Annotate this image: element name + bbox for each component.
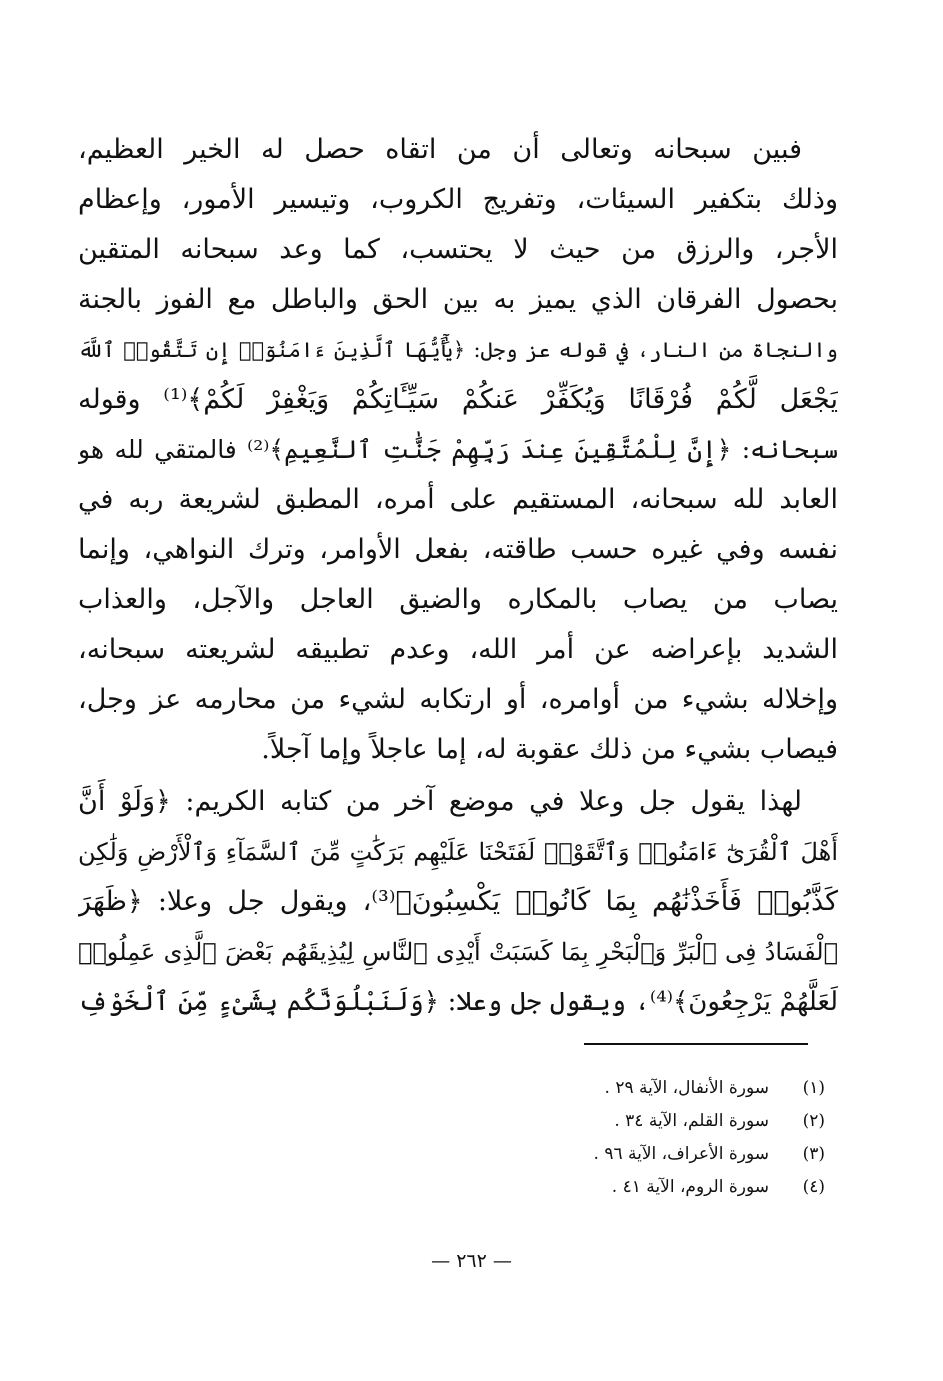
text-line: وذلك بتكفير السيئات، وتفريج الكروب، وتيسير الأمور، وإعظام [78,184,838,215]
text-line: الأجر، والرزق من حيث لا يحتسب، كما وعد سبحانه المتقين [78,234,838,265]
text-line: العابد لله سبحانه، المستقيم على أمره، المطبق لشريعة ربه في [78,484,838,515]
footnote [425,1105,825,1138]
footnote [425,1072,825,1105]
text-line: وإخلاله بشيء من أوامره، أو ارتكابه لشيء من محارمه عز وجل، [78,684,838,715]
paragraph-1 [78,125,838,775]
text-line: والنجاة من النار، في قوله عز وجل: ﴿يَٰٓأَيُّهَا ٱلَّذِينَ ءَامَنُوٓا۟ إِن تَتَّقُوا۟ ٱللَّهَ [78,338,838,362]
footnote-number: (٤) [802,1177,825,1197]
footnote-text: سورة الروم، الآية ٤١ . [611,1177,769,1197]
text-line: يصاب من يصاب بالمكاره والضيق العاجل والآجل، والعذاب [78,584,838,615]
footnote-text: سورة الأنفال، الآية ٢٩ . [604,1078,769,1098]
text-line: فبين سبحانه وتعالى أن من اتقاه حصل له الخير العظيم، [78,134,802,165]
text-line: نفسه وفي غيره حسب طاقته، بفعل الأوامر، وترك النواهي، وإنما [78,534,838,565]
footnote-text: سورة القلم، الآية ٣٤ . [614,1111,769,1131]
footnote-number: (٢) [802,1111,825,1131]
paragraph-2 [78,777,838,1027]
text-line: بحصول الفرقان الذي يميز به بين الحق والباطل مع الفوز بالجنة [78,284,838,315]
footnote [425,1138,825,1171]
footnotes [425,1072,825,1204]
text-line: لَعَلَّهُمْ يَرْجِعُونَ﴾⁽⁴⁾، ويقول جل وعلا: ﴿وَلَنَبْلُوَنَّكُم بِشَىْءٍ مِّنَ ٱلْخَوْفِ [78,987,838,1017]
text-line: كَذَّبُوا۟ فَأَخَذْنَٰهُم بِمَا كَانُوا۟ يَكْسِبُونَ﴾⁽³⁾، ويقول جل وعلا: ﴿ظَهَرَ [78,886,838,917]
page-number: — ٢٦٢ — [431,1250,512,1272]
text-line: فيصاب بشيء من ذلك عقوبة له، إما عاجلاً وإما آجلاً. [261,734,838,765]
text-line: ٱلْفَسَادُ فِى ٱلْبَرِّ وَٱلْبَحْرِ بِمَا كَسَبَتْ أَيْدِى ٱلنَّاسِ لِيُذِيقَهُم بَعْضَ ٱلَّذِى عَمِلُوا۟ [78,938,838,966]
text-line: سبحانه: ﴿إِنَّ لِلْمُتَّقِينَ عِندَ رَبِّهِمْ جَنَّٰتِ ٱلنَّعِيمِ﴾⁽²⁾ فالمتقي لله هو [78,435,838,464]
footnote-text: سورة الأعراف، الآية ٩٦ . [593,1144,769,1164]
text-line: الشديد بإعراضه عن أمر الله، وعدم تطبيقه لشريعته سبحانه، [78,634,838,665]
text-line: لهذا يقول جل وعلا في موضع آخر من كتابه الكريم: ﴿وَلَوْ أَنَّ [78,786,802,817]
footnote-number: (٣) [802,1144,825,1164]
text-line: أَهْلَ ٱلْقُرَىٰٓ ءَامَنُوا۟ وَٱتَّقَوْا۟ لَفَتَحْنَا عَلَيْهِم بَرَكَٰتٍ مِّنَ ٱلسَّمَآءِ وَٱلْأَرْضِ وَلَٰكِن [78,838,838,866]
text-line: يَجْعَل لَّكُمْ فُرْقَانًا وَيُكَفِّرْ عَنكُمْ سَيِّـَٔاتِكُمْ وَيَغْفِرْ لَكُمْ﴾⁽¹⁾ وقوله [78,384,838,415]
footnote [425,1171,825,1204]
footnote-number: (١) [802,1078,825,1098]
footnote-separator [584,1043,808,1045]
